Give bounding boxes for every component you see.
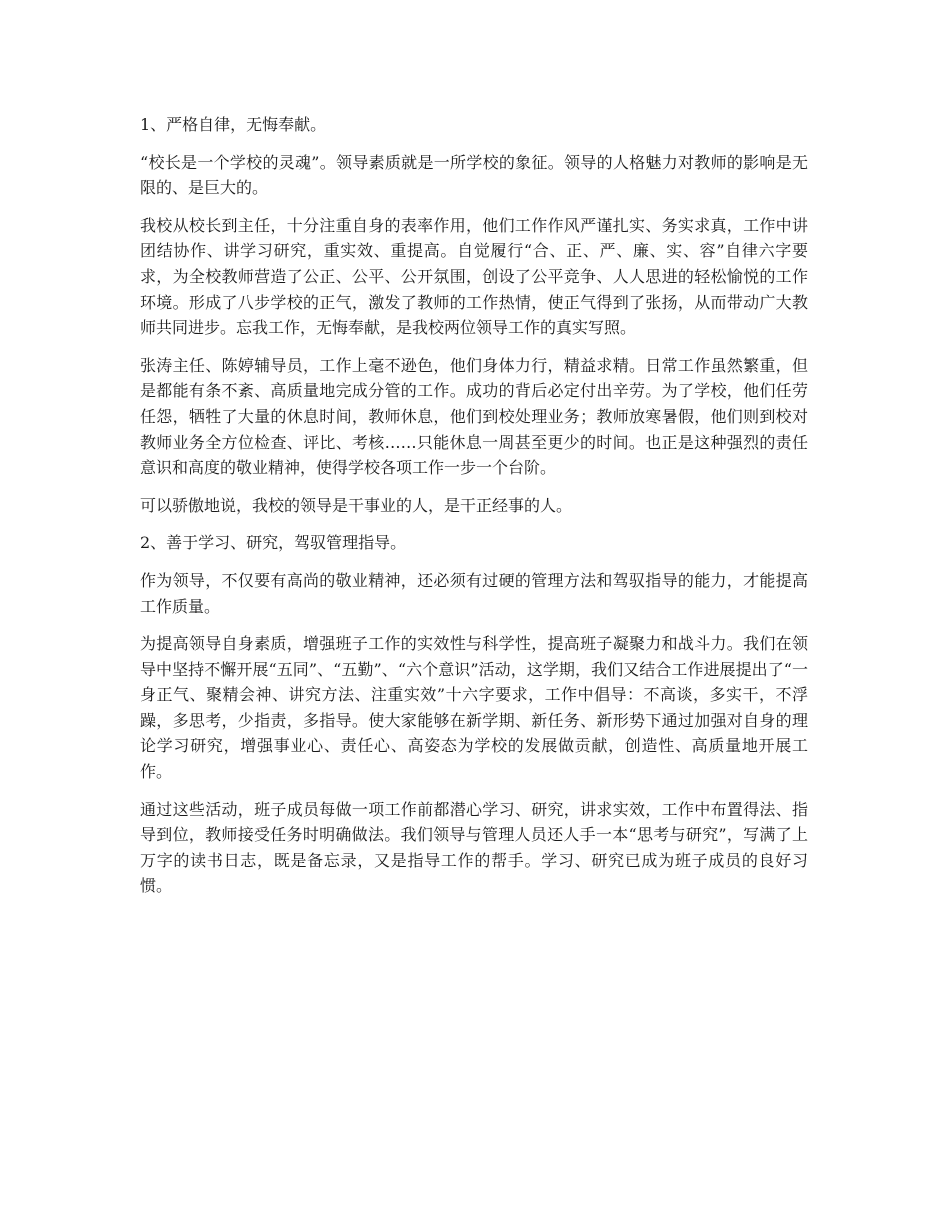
section-heading-1: 1、严格自律，无悔奉献。 <box>140 115 327 134</box>
paragraph: 作为领导，不仅要有高尚的敬业精神，还必须有过硬的管理方法和驾驭指导的能力，才能提高工作质量。 <box>140 570 808 616</box>
paragraph: 我校从校长到主任，十分注重自身的表率作用，他们工作作风严谨扎实、务实求真，工作中讲团结协作、讲学习研究，重实效、重提高。自觉履行“合、正、严、廉、实、容”自律六字要求，为全校教师营造了公正、公平、公开氛围，创设了公平竞争、人人思进的轻松愉悦的工作环境。形成了八步学校的正气，激发了教师的工作热情，使正气得到了张扬，从而带动广大教师共同进步。忘我工作，无悔奉献，是我校两位领导工作的真实写照。 <box>140 215 808 338</box>
paragraph: 可以骄傲地说，我校的领导是干事业的人，是干正经事的人。 <box>140 495 573 515</box>
document-body <box>140 112 808 911</box>
paragraph: 为提高领导自身素质，增强班子工作的实效性与科学性，提高班子凝聚力和战斗力。我们在领导中坚持不懈开展“五同”、“五勤”、“六个意识”活动，这学期，我们又结合工作进展提出了“一身正气、聚精会神、讲究方法、注重实效”十六字要求，工作中倡导：不高谈，多实干，不浮躁，多思考，少指责，多指导。使大家能够在新学期、新任务、新形势下通过加强对自身的理论学习研究，增强事业心、责任心、高姿态为学校的发展做贡献，创造性、高质量地开展工作。 <box>140 634 808 782</box>
paragraph: 张涛主任、陈婷辅导员，工作上毫不逊色，他们身体力行，精益求精。日常工作虽然繁重，但是都能有条不紊、高质量地完成分管的工作。成功的背后必定付出辛劳。为了学校，他们任劳任怨，牺牲了大量的休息时间，教师休息，他们到校处理业务；教师放寒暑假，他们则到校对教师业务全方位检查、评比、考核……只能休息一周甚至更少的时间。也正是这种强烈的责任意识和高度的敬业精神，使得学校各项工作一步一个台阶。 <box>140 355 808 478</box>
section-heading-2: 2、善于学习、研究，驾驭管理指导。 <box>140 533 407 553</box>
paragraph: “校长是一个学校的灵魂”。领导素质就是一所学校的象征。领导的人格魅力对教师的影响是无限的、是巨大的。 <box>140 152 808 198</box>
paragraph: 通过这些活动，班子成员每做一项工作前都潜心学习、研究，讲求实效，工作中布置得法、指导到位，教师接受任务时明确做法。我们领导与管理人员还人手一本“思考与研究”，写满了上万字的读书日志，既是备忘录，又是指导工作的帮手。学习、研究已成为班子成员的良好习惯。 <box>140 799 808 896</box>
